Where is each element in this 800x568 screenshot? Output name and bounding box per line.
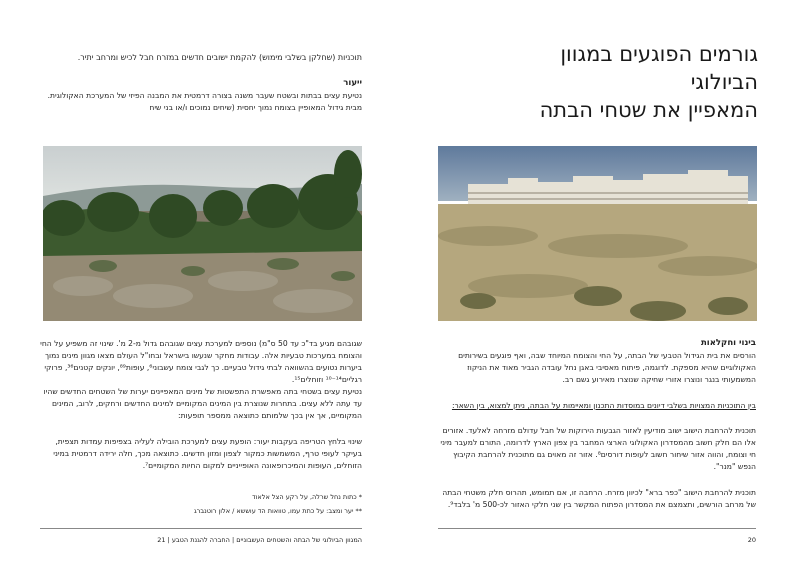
settlement-photo	[438, 146, 757, 321]
plan-paragraph-2: תוכנית להרחבת הישוב "כפר ברא" לכיוון מזרח. הרחבה זו, אם תמומש, תהרוס חלק משטחי הבתה של מרחב הורשים, ותצמצם את המסדרון הפתוח המקשר בין שני חלקי האזור לכ-500 מ' בלבד⁹.	[442, 488, 756, 509]
left-footer: המגוון הביולוגי של הבתה והשטחים העשבוניים | החברה להגנת הטבע | 21	[157, 536, 362, 544]
page-title-line-1: גורמים הפוגעים במגוון הביולוגי	[560, 42, 758, 94]
section-text-afforestation: נטיעת עצים בבתות ובשטח שעבר משנה בצורה דרמטית את המבנה הפיזי של המערכת האקולוגית. מבית גידול המאופיין בצומח נמוך יחסית (שיחים נמוכים ו/או בני שיח	[47, 91, 362, 112]
section-text-construction: הורסים את בית הגידול הטבעי של הבתה, על החי והצומח המיוחד שבה, ואף פוגעים בשירותים האקולוגיים שהיא מספקת. לדוגמה, פיתוח מאסיבי באגן נחל עובדה הגביר מאוד את הניקוז המשמעותי בנגר ונוצרו אזורי שחיקה שנוצרו מאירוע גשם רב.	[458, 351, 756, 384]
body-paragraph-1: שגובהם מגיע בד"כ עד 50 ס"מ) נוספים למערכת עצים שגובהם גדול מ-2 מ'. שינוי זה משפיע על החי והצומח במערכות טבעיות אלה. עבודות מחקר שנעשו בישראל ובחו"ל העולם מצאו מגוון מינים נמוך ביערות נטועים בהשוואה לבתי גידול טבעיים. כך לגבי צומח עשבוני⁶, עופות⁸⁹, יונקים קטנים³⁶, פרוקי רגליים¹⁰⁻¹⁴ וזוחלים¹⁵.	[40, 339, 362, 384]
section-title-afforestation: ייעור	[343, 78, 362, 88]
footnote-2: ** יער ומצב: על כתת עמו, טוואות הד עוששא / אלון רוטנברג	[194, 507, 362, 515]
plans-intro: בין התוכניות המצויות בשלבי דיונים במוסדות התכנון ומאיימות על הבתה, ניתן למצוא, בין השאר:	[451, 401, 756, 410]
page-number: 20	[747, 536, 756, 544]
page-title	[496, 40, 758, 124]
section-title-construction: בינוי וחקלאות	[701, 338, 756, 348]
footer-divider-right	[438, 528, 756, 529]
body-paragraph-3: שינוי בלחץ הטריפה בעקבות יעור: הופעת עצים למערכת הובילה לעליה בצפיפות עמדות תצפית, בעיקר לעופי טרף, המשמשות כמקור לצפון ומזון חדשים. כתוצאה מכך, חלה ירידה דרמטית במיני הזוחלים, העופות והמיכרופאונה האופייניים למקום החיות המקומיים⁷.	[53, 437, 362, 470]
body-paragraph-2: נטיעת עצים בשטחי בתה מאפשרת התפשטות של מינים המאפיינים יערות של השטחים החדשים שהיו עד עתה ללא עצים. בתחרות שנוצרת בין המינים המקומיים למינים החדשים ורחקים, לרוב, המינים המקומיים, אך אין בכך שלמותם כתוצאה ממספר תופעות:	[43, 387, 362, 420]
footer-divider	[40, 528, 362, 529]
forest-photo	[43, 146, 362, 321]
top-note: תוכניות (שחלקן בשלבי מימוש) להקמת ישובים חדשים במזרח חבל לכיש ומרחב יתיר.	[77, 53, 362, 62]
footnote-1: * כתות נחל שרלה, על רקע הצל אלאוד	[252, 493, 362, 501]
page-title-line-2: המאפיין את שטחי הבתה	[539, 98, 758, 122]
footnotes	[120, 490, 362, 518]
plan-paragraph-1: תוכנית להרחבת הישוב ישוב מודיעין לאזור הגבעות הירוקות של חבל עדולם מזרחה לאלעד. אזורים אלו הם חלק חשוב מהמסדרון האקולוגי הארצי המחבר בין צפון הארץ לדרומה, התורם למעבר מיני חי וצומח, והווה אזור שיחור חשוב לעופות דורסים⁸. אזור זה מאוים גם מתוכנית להרחבת הקיבוץ הנפש "מנר".	[440, 426, 756, 471]
